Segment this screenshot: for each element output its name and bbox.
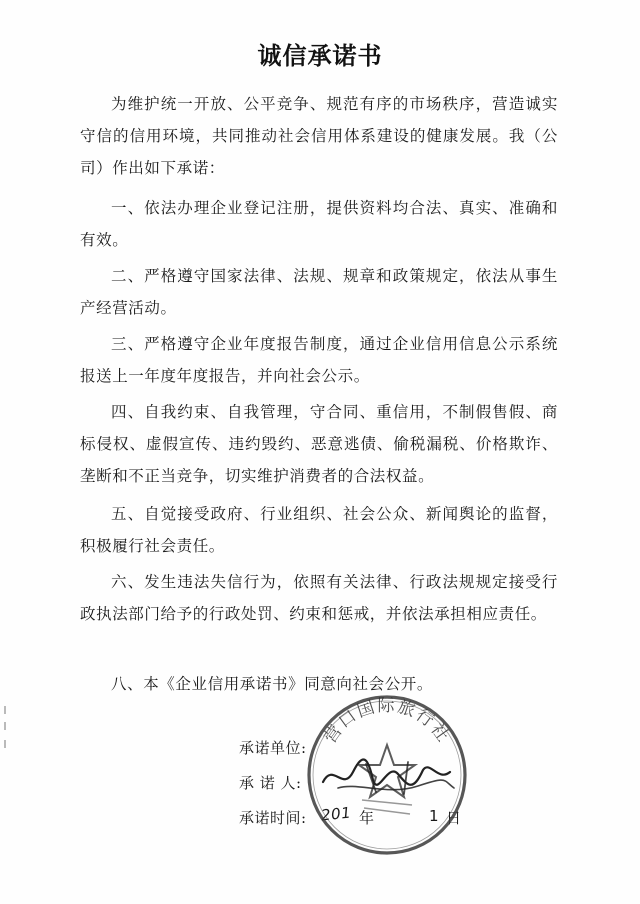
commitment-item-8: 八、本《企业信用承诺书》同意向社会公开。 [111,675,434,693]
intro-paragraph: 为维护统一开放、公平竞争、规范有序的市场秩序，营造诚实守信的信用环境，共同推动社会信用体系建设的健康发展。我（公司）作出如下承诺： [80,95,558,177]
commitment-item-5: 五、自觉接受政府、行业组织、社会公众、新闻舆论的监督，积极履行社会责任。 [80,505,558,555]
commitment-item-3: 三、严格遵守企业年度报告制度，通过企业信用信息公示系统报送上一年度年度报告，并向社会公示。 [80,335,558,385]
handwritten-signature [318,752,458,802]
signature-date-day: 1 [429,807,440,825]
commitment-item-4: 四、自我约束、自我管理，守合同、重信用，不制假售假、商标侵权、虚假宣传、违约毁约、恶意逃债、偷税漏税、价格欺诈、垄断和不正当竞争，切实维护消费者的合法权益。 [80,403,558,485]
commitment-item-6: 六、发生违法失信行为，依照有关法律、行政法规规定接受行政执法部门给予的行政处罚、约束和惩戒，并依法承担相应责任。 [80,573,558,623]
commitment-item-1: 一、依法办理企业登记注册，提供资料均合法、真实、准确和有效。 [80,199,558,249]
signature-date-row [239,803,462,828]
document-title: 诚信承诺书 [257,42,383,70]
signature-unit-row [239,737,307,758]
seal-ring-text: 营口国际旅行社 [320,696,454,748]
signature-person-row [239,772,302,793]
commitment-item-2: 二、严格遵守国家法律、法规、规章和政策规定，依法从事生产经营活动。 [80,267,558,317]
signature-date-day-suffix: 日 [446,809,462,827]
signature-date-year-suffix: 年 [359,809,375,827]
scan-margin-marks [3,706,7,750]
signature-unit-label: 承诺单位: [239,739,307,757]
signature-date-year: 201 [320,803,352,825]
signature-person-label: 承 诺 人: [239,774,302,792]
signature-date-label: 承诺时间: [239,809,307,827]
svg-text:营口国际旅行社 [320,696,453,747]
